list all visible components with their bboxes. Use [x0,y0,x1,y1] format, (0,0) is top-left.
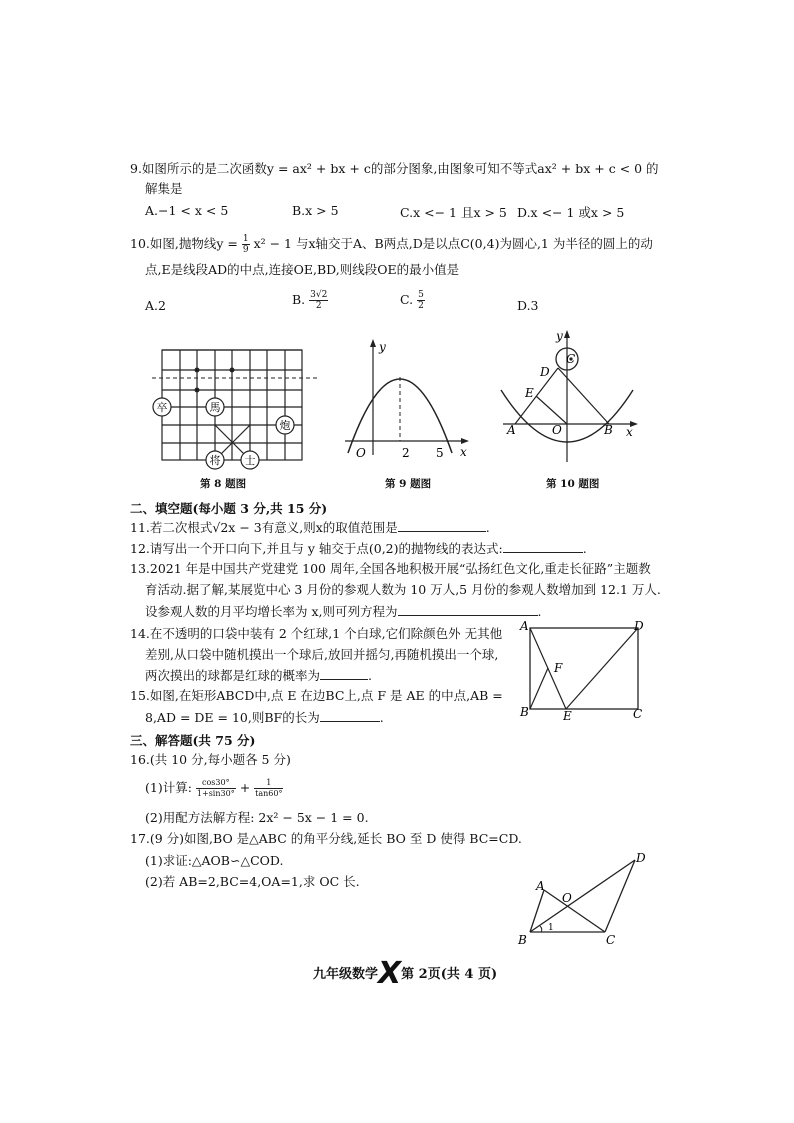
fig8-piece-jiang [206,451,224,469]
fig17-label-d: D [636,851,646,865]
fig10-y-arrow [564,330,570,338]
q12-answer-blank[interactable] [503,540,583,553]
q9-line1: 9.如图所示的是二次函数y = ax² + bx + c的部分图象,由图象可知不等式ax² + bx + c < 0 的 [130,161,659,176]
fig8-piece-pao [276,416,294,434]
fig8-piece-shi [241,451,259,469]
q13-line3: 设参观人数的月平均增长率为 x,则可列方程为 . [145,604,542,619]
q16-f1-den: 1+sin30° [196,789,235,798]
fig17-label-o: O [562,891,572,905]
fig17-label-b: B [518,933,527,947]
fig9-x-arrow [461,438,469,444]
q16-heading: 16.(共 10 分,每小题各 5 分) [130,752,291,767]
q10-line1-prefix: 10.如图,抛物线y = [130,236,238,251]
q10-fraction [242,234,250,255]
fig15-label-d: D [634,619,644,633]
q10-option-c-den: 2 [418,301,424,311]
q10-line1 [130,234,653,255]
figure-17-triangle [510,850,650,950]
fig17-label-c: C [606,933,616,947]
fig17-angle-mark [540,926,542,932]
fig8-piece-ma-text: 馬 [209,401,221,414]
figure-10-parabola-circle [495,322,645,472]
q10-option-b [292,290,328,311]
q16-fraction-2 [254,778,283,799]
fig10-label-b: B [604,423,613,437]
fig10-segment-oe [536,396,567,424]
fig9-label-5: 5 [436,446,444,460]
q9-option-a: A.−1 < x < 5 [145,203,229,218]
fig10-label-o: O [552,423,562,437]
fig10-label-y: y [556,329,563,343]
fig15-segment-de [566,628,638,709]
fig8-piece-jiang-text: 将 [209,454,221,467]
q16-part2: (2)用配方法解方程: 2x² − 5x − 1 = 0. [145,810,369,825]
q15-line2-text: 8,AD = DE = 10,则BF的长为 [145,710,320,725]
fig9-caption: 第 9 题图 [385,478,432,490]
q15-line2: 8,AD = DE = 10,则BF的长为 . [145,710,384,725]
page-footer [313,956,497,991]
q17-part1: (1)求证:△AOB∽△COD. [145,853,284,868]
fig8-grid [162,350,302,460]
q15-answer-blank[interactable] [320,709,380,722]
fig17-segment-ba [530,890,544,932]
q16-part1-prefix: (1)计算: [145,780,192,795]
q17-heading: 17.(9 分)如图,BO 是△ABC 的角平分线,延长 BO 至 D 使得 BC=CD. [130,831,522,846]
fig15-label-e: E [563,709,572,721]
q14-line1: 14.在不透明的口袋中装有 2 个红球,1 个白球,它们除颜色外 无其他 [130,626,503,641]
figure-15-rectangle [515,618,650,721]
fig8-dot [230,368,235,373]
fig15-label-f: F [554,661,563,675]
footer-subject: 九年级数学 [313,967,379,982]
q16-f2-den: tan60° [255,789,283,798]
fig9-label-o: O [356,446,366,460]
q10-line2: 点,E是线段AD的中点,连接OE,BD,则线段OE的最小值是 [145,262,460,277]
section-3-heading: 三、解答题(共 75 分) [130,733,256,748]
q13-line2: 育活动.据了解,某展览中心 3 月份的参观人数为 10 万人,5 月份的参观人数增加到 12.1 万人. [145,582,661,597]
fig15-label-c: C [633,707,643,721]
q15-line1: 15.如图,在矩形ABCD中,点 E 在边BC上,点 F 是 AE 的中点,AB = [130,688,503,703]
fig17-label-1: 1 [548,923,554,933]
q11: 11.若二次根式√2x − 3有意义,则x的取值范围是 . [130,520,490,535]
q14-line3-text: 两次摸出的球都是红球的概率为 [145,668,321,683]
fig8-piece-zu-text: 卒 [156,401,168,414]
fig17-label-a: A [536,879,545,893]
fig10-label-d: D [540,365,550,379]
fig15-segment-bf [530,668,548,709]
q10-line1-suffix: x² − 1 与x轴交于A、B两点,D是以点C(0,4)为圆心,1 为半径的圆上的动 [253,236,653,251]
q16-plus: + [239,780,251,795]
q13-line3-text: 设参观人数的月平均增长率为 x,则可列方程为 [145,604,398,619]
fig10-label-c: C [566,352,576,366]
q16-part1 [145,778,283,799]
figure-9-parabola [340,335,475,465]
q10-option-c [400,290,425,311]
fig17-segment-bd [530,860,635,932]
q9-option-d: D.x <− 1 或x > 5 [517,205,625,220]
fig9-label-x: x [460,445,467,459]
fig8-caption: 第 8 题图 [200,478,247,490]
q11-text: 11.若二次根式√2x − 3有意义,则x的取值范围是 [130,520,398,535]
q10-option-c-frac [417,290,425,311]
fig9-label-y: y [379,340,386,354]
fig10-label-x: x [626,425,633,439]
q16-f2-num: 1 [254,778,283,789]
q10-option-b-num: 3√2 [310,290,328,300]
fig8-dot [195,368,200,373]
section-2-heading: 二、填空题(每小题 3 分,共 15 分) [130,501,328,516]
fig10-label-e: E [525,386,534,400]
q10-option-b-frac [309,290,328,311]
fig15-label-b: B [520,705,529,719]
q12: 12.请写出一个开口向下,并且与 y 轴交于点(0,2)的抛物线的表达式: . [130,541,587,556]
q13-answer-blank[interactable] [398,603,538,616]
q17-part2: (2)若 AB=2,BC=4,OA=1,求 OC 长. [145,874,360,889]
q10-option-b-prefix: B. [292,292,306,307]
q14-line2: 差别,从口袋中随机摸出一个球后,放回并摇匀,再随机摸出一个球, [145,647,499,662]
q10-option-d: D.3 [517,298,539,313]
fig8-piece-shi-text: 士 [244,454,256,467]
fig8-piece-zu [153,398,171,416]
fig9-label-2: 2 [402,446,410,460]
q14-line3: 两次摸出的球都是红球的概率为 . [145,668,372,683]
figure-8-chessboard [150,345,320,470]
q16-f1-num: cos30° [196,778,236,789]
q12-text: 12.请写出一个开口向下,并且与 y 轴交于点(0,2)的抛物线的表达式: [130,541,503,556]
q11-answer-blank[interactable] [398,519,486,532]
footer-x-mark: X [378,956,402,991]
fig10-label-a: A [507,423,516,437]
footer-page-number: 第 2页(共 4 页) [401,967,498,982]
q9-option-c: C.x <− 1 且x > 5 [400,205,507,220]
q10-frac-num: 1 [242,234,249,244]
fig10-segment-bd [558,368,609,424]
fig8-piece-ma [206,398,224,416]
fig8-piece-pao-text: 炮 [279,419,291,432]
fig15-label-a: A [520,619,529,633]
q9-line2: 解集是 [145,181,183,196]
q10-frac-den: 9 [242,245,249,255]
fig8-dot [195,388,200,393]
q16-fraction-1 [196,778,236,799]
q10-option-b-den: 2 [315,301,322,311]
q14-answer-blank[interactable] [320,667,368,680]
q10-option-a: A.2 [145,298,166,313]
q10-option-c-prefix: C. [400,292,414,307]
fig15-rect [530,628,638,709]
q13-line1: 13.2021 年是中国共产党建党 100 周年,全国各地积极开展“弘扬红色文化,重走长征路”主题教 [130,561,651,576]
fig10-caption: 第 10 题图 [546,478,600,490]
q10-option-c-num: 5 [418,290,424,300]
q9-option-b: B.x > 5 [292,203,339,218]
fig9-y-arrow [370,339,376,347]
